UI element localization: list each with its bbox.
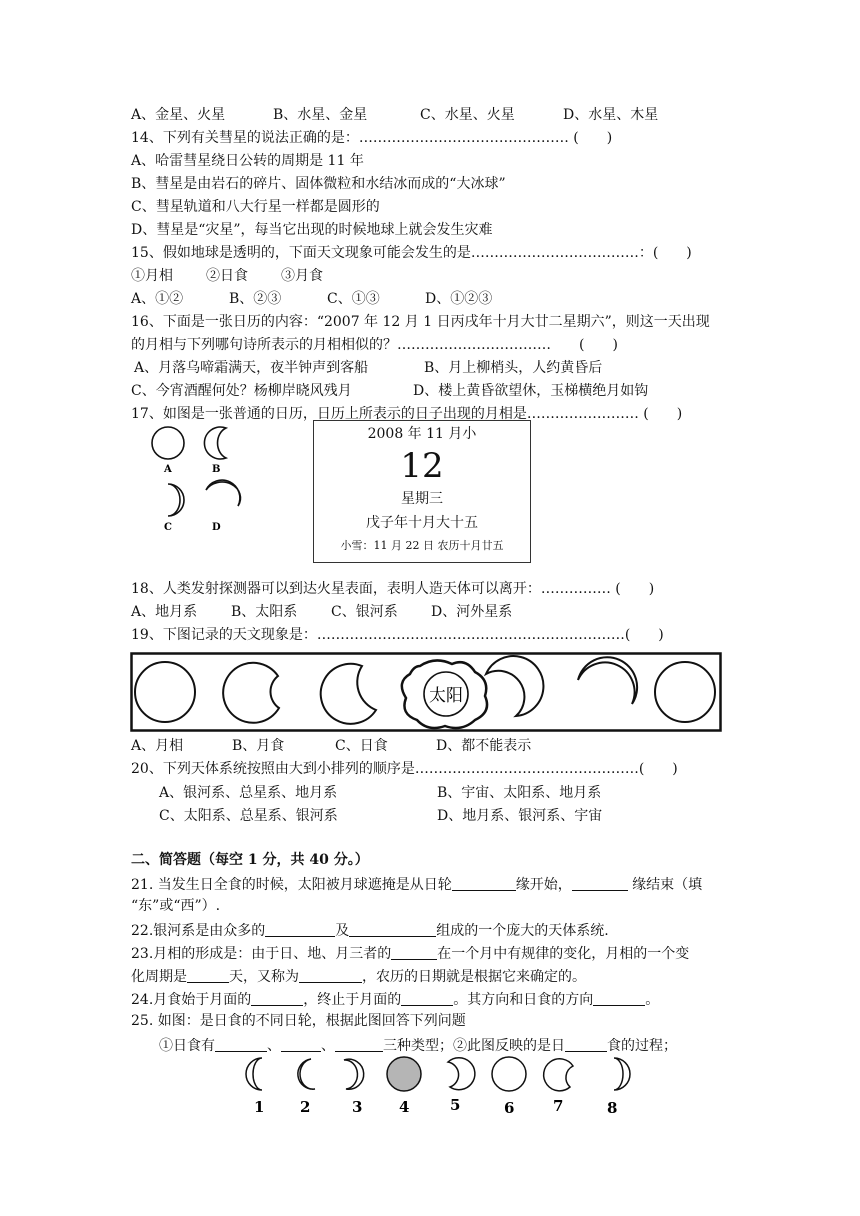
q25-text-4: 三种类型；②此图反映的是日 <box>383 1038 565 1054</box>
q22-text-3: 组成的一个庞大的天体系统. <box>436 923 609 939</box>
q24-line <box>131 991 659 1007</box>
calendar-page <box>313 420 531 563</box>
stage-2-icon <box>298 1059 315 1089</box>
stage-2-number: 2 <box>300 1098 311 1116</box>
q25-blank-2[interactable] <box>281 1037 321 1052</box>
q22-blank-1[interactable] <box>265 922 335 937</box>
moon-d-crescent-icon <box>206 480 240 506</box>
stage-3-number: 3 <box>352 1098 363 1116</box>
q24-blank-1[interactable] <box>251 991 303 1006</box>
stage-5-number: 5 <box>450 1096 461 1114</box>
q14-option-d: D、彗星是“灾星”，每当它出现的时候地球上就会发生灾难 <box>131 222 493 238</box>
q25-text-1: ①日食有 <box>159 1038 215 1054</box>
q23-blank-2[interactable] <box>187 968 229 983</box>
moon-a-label: A <box>164 464 172 475</box>
stage-6-icon <box>492 1057 526 1091</box>
q19-stem: 19、下图记录的天文现象是：…………………………………………………………( ) <box>131 627 664 643</box>
q15-option-b: B、②③ <box>229 291 282 307</box>
q22-blank-2[interactable] <box>349 922 436 937</box>
q25-text-3: 、 <box>321 1038 335 1054</box>
q13-option-b: B、水星、金星 <box>273 107 368 123</box>
q19-option-b: B、月食 <box>232 738 285 754</box>
q13-option-a: A、金星、火星 <box>131 107 226 123</box>
q25-blank-3[interactable] <box>335 1037 383 1052</box>
q16-option-b: B、月上柳梢头，人约黄昏后 <box>424 360 603 376</box>
q20-stem: 20、下列天体系统按照由大到小排列的顺序是…………………………………………( ) <box>131 761 678 777</box>
q18-option-b: B、太阳系 <box>231 604 298 620</box>
q23-blank-3[interactable] <box>299 968 362 983</box>
q20-option-d: D、地月系、银河系、宇宙 <box>437 808 603 824</box>
q14-stem: 14、下列有关彗星的说法正确的是：……………………………………… ( ) <box>131 130 613 146</box>
q24-text-4: 。 <box>645 992 660 1008</box>
q23-blank-1[interactable] <box>391 945 437 960</box>
q25-line <box>159 1037 677 1053</box>
stage-4-total-icon <box>387 1057 421 1091</box>
q25-text-2: 、 <box>267 1038 281 1054</box>
q25-text-5: 食的过程； <box>607 1038 677 1054</box>
stage-1-number: 1 <box>254 1098 265 1116</box>
q15-item-1: ①月相 <box>131 268 173 284</box>
q22-text-1: 22.银河系是由众多的 <box>131 923 266 939</box>
sun-label: 太阳 <box>429 686 463 706</box>
solar-eclipse-stages-figure <box>236 1052 640 1118</box>
stage-1-icon <box>246 1058 262 1090</box>
moon-a-full-icon <box>152 427 184 459</box>
q25-blank-4[interactable] <box>565 1037 607 1052</box>
calendar-footer: 小雪：11 月 22 日 农历十月廿五 <box>340 539 504 552</box>
q20-option-b: B、宇宙、太阳系、地月系 <box>437 785 602 801</box>
q21-text-3: 缘结束（填 <box>627 877 703 893</box>
calendar-lunar-date: 戊子年十月大十五 <box>366 515 478 531</box>
q19-option-c: C、日食 <box>335 738 388 754</box>
q18-option-d: D、河外星系 <box>431 604 513 620</box>
q23-text-2: 在一个月中有规律的变化，月相的一个变 <box>437 946 690 962</box>
q23-text-4: 天，又称为 <box>229 969 299 985</box>
q16-stem-line1: 16、下面是一张日历的内容：“2007 年 12 月 1 日丙戌年十月大廿二星期六”，则这一天出现 <box>131 314 710 330</box>
q23-text-1: 23.月相的形成是：由于日、地、月三者的 <box>131 946 392 962</box>
q14-option-b: B、彗星是由岩石的碎片、固体微粒和水结冰而成的“大冰球” <box>131 176 506 192</box>
q22-text-2: 及 <box>335 923 350 939</box>
q18-option-c: C、银河系 <box>331 604 398 620</box>
q15-item-3: ③月食 <box>281 268 323 284</box>
moon-d-label: D <box>212 522 221 533</box>
q24-text-2: ，终止于月面的 <box>303 992 402 1008</box>
q19-option-a: A、月相 <box>131 738 184 754</box>
q23-text-5: ，农历的日期就是根据它来确定的。 <box>362 969 586 985</box>
stage-8-number: 8 <box>607 1099 618 1117</box>
moon-phase-options-figure <box>140 420 250 535</box>
q21-blank-1[interactable] <box>452 876 516 891</box>
q15-option-c: C、①③ <box>327 291 380 307</box>
q18-option-a: A、地月系 <box>131 604 198 620</box>
q21-text-4: “东”或“西”）. <box>131 898 221 914</box>
q13-option-d: D、水星、木星 <box>563 107 659 123</box>
q14-option-c: C、彗星轨道和八大行星一样都是圆形的 <box>131 199 380 215</box>
q18-stem: 18、人类发射探测器可以到达火星表面，表明人造天体可以离开：…………… ( ) <box>131 581 655 597</box>
moon-b-label: B <box>212 464 221 475</box>
stage-6-number: 6 <box>504 1099 515 1117</box>
calendar-header: 2008 年 11 月小 <box>367 426 477 442</box>
q15-option-d: D、①②③ <box>425 291 493 307</box>
stage-5-icon <box>448 1058 475 1090</box>
q25-stem: 25. 如图：是日食的不同日轮，根据此图回答下列问题 <box>131 1013 466 1029</box>
q16-stem-line2: 的月相与下列哪句诗所表示的月相相似的？…………………………… ( ) <box>131 337 618 353</box>
moon-c-crescent-icon <box>168 484 184 516</box>
calendar-weekday: 星期三 <box>401 491 443 507</box>
q24-blank-2[interactable] <box>401 991 453 1006</box>
q24-blank-3[interactable] <box>593 991 645 1006</box>
moon-c-label: C <box>164 522 172 533</box>
q21-text-1: 21. 当发生日全食的时候，太阳被月球遮掩是从日轮 <box>131 877 452 893</box>
q20-option-c: C、太阳系、总星系、银河系 <box>159 808 338 824</box>
moon-b-crescent-icon <box>204 427 226 459</box>
stage-8-icon <box>614 1058 630 1090</box>
q19-option-d: D、都不能表示 <box>436 738 532 754</box>
stage-4-number: 4 <box>399 1098 410 1116</box>
q21-blank-2[interactable] <box>572 876 628 891</box>
q22-line <box>131 922 609 938</box>
q23-text-3: 化周期是 <box>131 969 187 985</box>
q15-option-a: A、①② <box>131 291 184 307</box>
q13-option-c: C、水星、火星 <box>420 107 515 123</box>
q14-option-a: A、哈雷彗星绕日公转的周期是 11 年 <box>131 153 364 169</box>
q21-text-2: 缘开始， <box>515 877 572 893</box>
q16-option-d: D、楼上黄昏欲望休，玉梯横绝月如钩 <box>413 383 649 399</box>
section-2-title: 二、简答题（每空 1 分，共 40 分。） <box>131 852 369 868</box>
q17-stem: 17、如图是一张普通的日历，日历上所表示的日子出现的月相是…………………… ( ) <box>131 406 683 422</box>
phenomenon-sequence-figure <box>130 652 722 732</box>
q23-line2 <box>131 968 586 984</box>
q23-line1 <box>131 945 689 961</box>
q16-option-a: A、月落乌啼霜满天，夜半钟声到客船 <box>134 360 369 376</box>
calendar-day: 12 <box>400 446 444 486</box>
q15-stem: 15、假如地球是透明的，下面天文现象可能会发生的是………………………………：( ) <box>131 245 692 261</box>
q15-item-2: ②日食 <box>206 268 248 284</box>
q20-option-a: A、银河系、总星系、地月系 <box>159 785 338 801</box>
q21-line1 <box>131 876 702 892</box>
q16-option-c: C、今宵酒醒何处？杨柳岸晓风残月 <box>131 383 352 399</box>
q24-text-1: 24.月食始于月面的 <box>131 992 252 1008</box>
q25-blank-1[interactable] <box>215 1037 267 1052</box>
stage-3-icon <box>344 1059 364 1089</box>
stage-7-icon <box>544 1059 573 1091</box>
stage-7-number: 7 <box>553 1097 564 1115</box>
q24-text-3: 。其方向和日食的方向 <box>453 992 594 1008</box>
